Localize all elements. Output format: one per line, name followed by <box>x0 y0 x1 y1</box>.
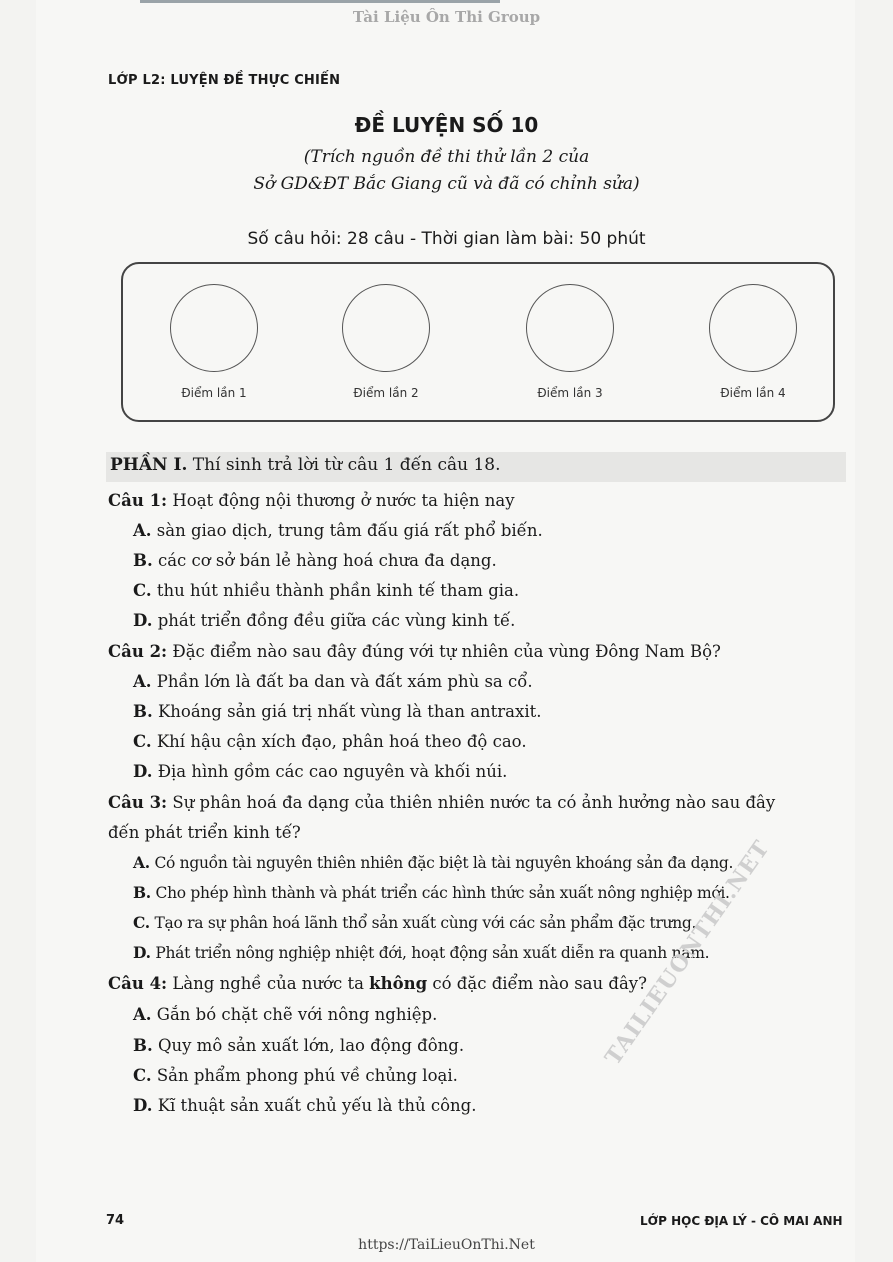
option-1d <box>133 610 515 632</box>
option-1a <box>133 520 543 542</box>
option-text: các cơ sở bán lẻ hàng hoá chưa đa dạng. <box>152 551 497 570</box>
option-letter: D. <box>133 1096 153 1115</box>
score-slot-4 <box>678 284 828 400</box>
footer-label: LỚP HỌC ĐỊA LÝ - CÔ MAI ANH <box>640 1214 843 1228</box>
option-text: Kĩ thuật sản xuất chủ yếu là thủ công. <box>152 1096 477 1115</box>
question-1 <box>108 490 515 512</box>
exam-subtitle-line1: (Trích nguồn đề thi thử lần 2 của <box>303 147 590 167</box>
option-letter: C. <box>133 1066 152 1085</box>
option-letter: A. <box>133 521 152 540</box>
score-slot-2 <box>311 284 461 400</box>
score-label: Điểm lần 1 <box>181 386 247 400</box>
option-text: phát triển đồng đều giữa các vùng kinh tế. <box>152 611 516 630</box>
option-letter: A. <box>133 672 152 691</box>
exam-meta: Số câu hỏi: 28 câu - Thời gian làm bài: 50 phút <box>247 229 646 249</box>
score-box <box>121 262 835 422</box>
option-4d <box>133 1095 476 1117</box>
part-heading <box>106 452 846 482</box>
question-text: Hoạt động nội thương ở nước ta hiện nay <box>167 491 515 510</box>
option-letter: D. <box>133 943 151 962</box>
top-divider <box>140 0 500 3</box>
question-3-line2: đến phát triển kinh tế? <box>108 823 301 842</box>
option-letter: C. <box>133 732 152 751</box>
question-text: Đặc điểm nào sau đây đúng với tự nhiên của vùng Đông Nam Bộ? <box>167 642 721 661</box>
option-2a <box>133 671 533 693</box>
part-label: PHẦN I. <box>110 455 188 475</box>
question-text-post: có đặc điểm nào sau đây? <box>427 974 647 993</box>
option-text: Tạo ra sự phân hoá lãnh thổ sản xuất cùng với các sản phẩm đặc trưng. <box>149 914 697 932</box>
score-circle <box>342 284 430 372</box>
option-4a <box>133 1004 437 1026</box>
question-label: Câu 3: <box>108 793 168 812</box>
option-letter: A. <box>133 853 150 872</box>
option-4c <box>133 1065 458 1087</box>
option-text: Khí hậu cận xích đạo, phân hoá theo độ cao. <box>151 732 527 751</box>
score-label: Điểm lần 4 <box>720 386 786 400</box>
exam-subtitle-line2: Sở GD&ĐT Bắc Giang cũ và đã có chỉnh sửa) <box>253 174 640 194</box>
question-text-pre: Làng nghề của nước ta <box>167 974 370 993</box>
watermark: TAILIEUONTHI.NET <box>600 835 775 1070</box>
option-2b <box>133 701 541 723</box>
option-text: Gắn bó chặt chẽ với nông nghiệp. <box>151 1005 438 1024</box>
option-letter: D. <box>133 611 153 630</box>
question-3 <box>108 792 775 814</box>
option-letter: B. <box>133 551 153 570</box>
option-letter: B. <box>133 702 153 721</box>
option-text: Có nguồn tài nguyên thiên nhiên đặc biệt là tài nguyên khoáng sản đa dạng. <box>149 854 734 872</box>
score-label: Điểm lần 2 <box>353 386 419 400</box>
group-header: Tài Liệu Ôn Thi Group <box>352 8 541 26</box>
option-text: Phần lớn là đất ba dan và đất xám phù sa cổ. <box>151 672 533 691</box>
question-label: Câu 2: <box>108 642 168 661</box>
option-4b <box>133 1035 464 1057</box>
option-3c <box>133 912 696 934</box>
option-letter: B. <box>133 883 151 902</box>
footer-url-link[interactable]: https://TaiLieuOnThi.Net <box>358 1237 535 1253</box>
option-1b <box>133 550 497 572</box>
score-label: Điểm lần 3 <box>537 386 603 400</box>
score-slot-3 <box>495 284 645 400</box>
option-text: thu hút nhiều thành phần kinh tế tham gia. <box>151 581 520 600</box>
question-4 <box>108 973 647 995</box>
question-2 <box>108 641 721 663</box>
option-text: Sản phẩm phong phú về chủng loại. <box>151 1066 458 1085</box>
question-text: Sự phân hoá đa dạng của thiên nhiên nước ta có ảnh hưởng nào sau đây <box>167 793 776 812</box>
question-text-emphasis: không <box>369 974 428 993</box>
question-label: Câu 4: <box>108 974 168 993</box>
score-circle <box>170 284 258 372</box>
option-text: Địa hình gồm các cao nguyên và khối núi. <box>152 762 508 781</box>
exam-title: ĐỀ LUYỆN SỐ 10 <box>354 113 539 137</box>
option-3a <box>133 852 733 874</box>
part-text: Thí sinh trả lời từ câu 1 đến câu 18. <box>187 455 501 475</box>
option-text: Khoáng sản giá trị nhất vùng là than antraxit. <box>152 702 542 721</box>
question-label: Câu 1: <box>108 491 168 510</box>
option-text: Quy mô sản xuất lớn, lao động đông. <box>152 1036 465 1055</box>
option-3b <box>133 882 730 904</box>
score-slot-1 <box>139 284 289 400</box>
option-text: Phát triển nông nghiệp nhiệt đới, hoạt động sản xuất diễn ra quanh năm. <box>150 944 710 962</box>
option-letter: D. <box>133 762 153 781</box>
score-circle <box>526 284 614 372</box>
page-number: 74 <box>106 1213 125 1228</box>
option-2c <box>133 731 527 753</box>
option-text: Cho phép hình thành và phát triển các hình thức sản xuất nông nghiệp mới. <box>150 884 730 902</box>
option-letter: C. <box>133 581 152 600</box>
score-circle <box>709 284 797 372</box>
option-1c <box>133 580 519 602</box>
option-letter: C. <box>133 913 150 932</box>
option-text: sàn giao dịch, trung tâm đấu giá rất phổ biến. <box>151 521 543 540</box>
option-letter: A. <box>133 1005 152 1024</box>
option-2d <box>133 761 507 783</box>
option-3d <box>133 942 709 964</box>
section-label: LỚP L2: LUYỆN ĐỀ THỰC CHIẾN <box>108 73 341 88</box>
option-letter: B. <box>133 1036 153 1055</box>
